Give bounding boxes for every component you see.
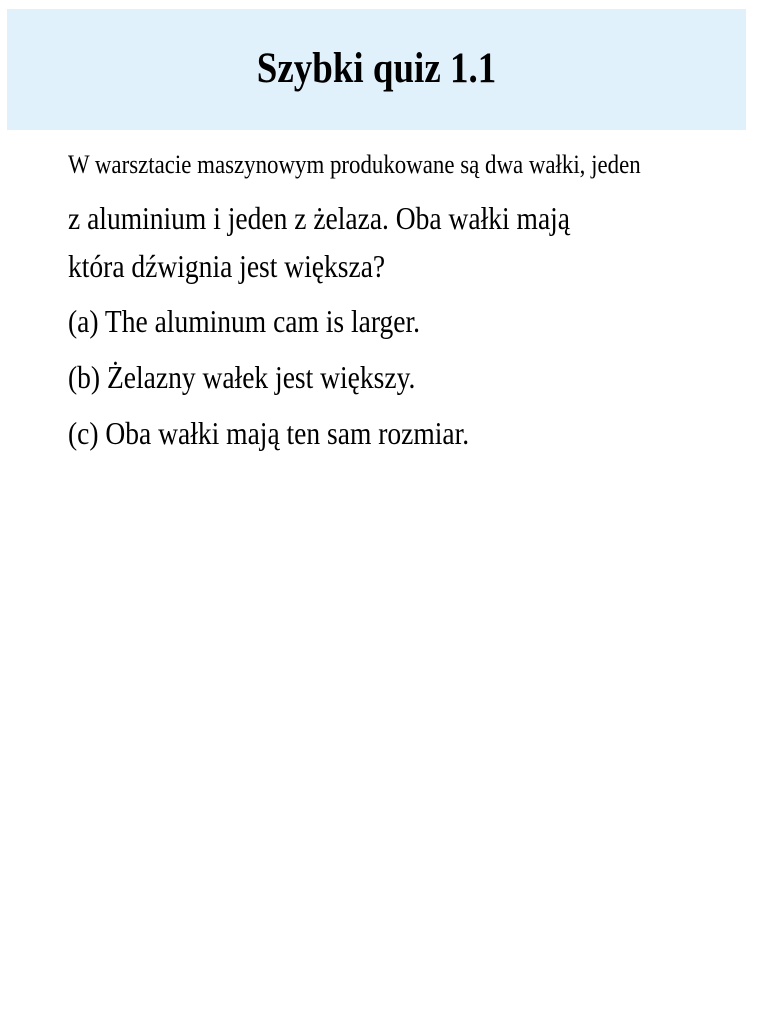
page-title: Szybki quiz 1.1	[256, 45, 497, 92]
answer-option-c: (c) Oba wałki mają ten sam rozmiar.	[68, 415, 470, 451]
question-line-3: która dźwignia jest większa?	[68, 248, 386, 284]
answer-option-a: (a) The aluminum cam is larger.	[68, 303, 421, 339]
title-banner	[7, 9, 746, 130]
question-line-2: z aluminium i jeden z żelaza. Oba wałki mają	[68, 200, 571, 236]
question-line-1: W warsztacie maszynowym produkowane są dwa wałki, jeden	[68, 150, 641, 179]
answer-option-b: (b) Żelazny wałek jest większy.	[68, 359, 416, 395]
